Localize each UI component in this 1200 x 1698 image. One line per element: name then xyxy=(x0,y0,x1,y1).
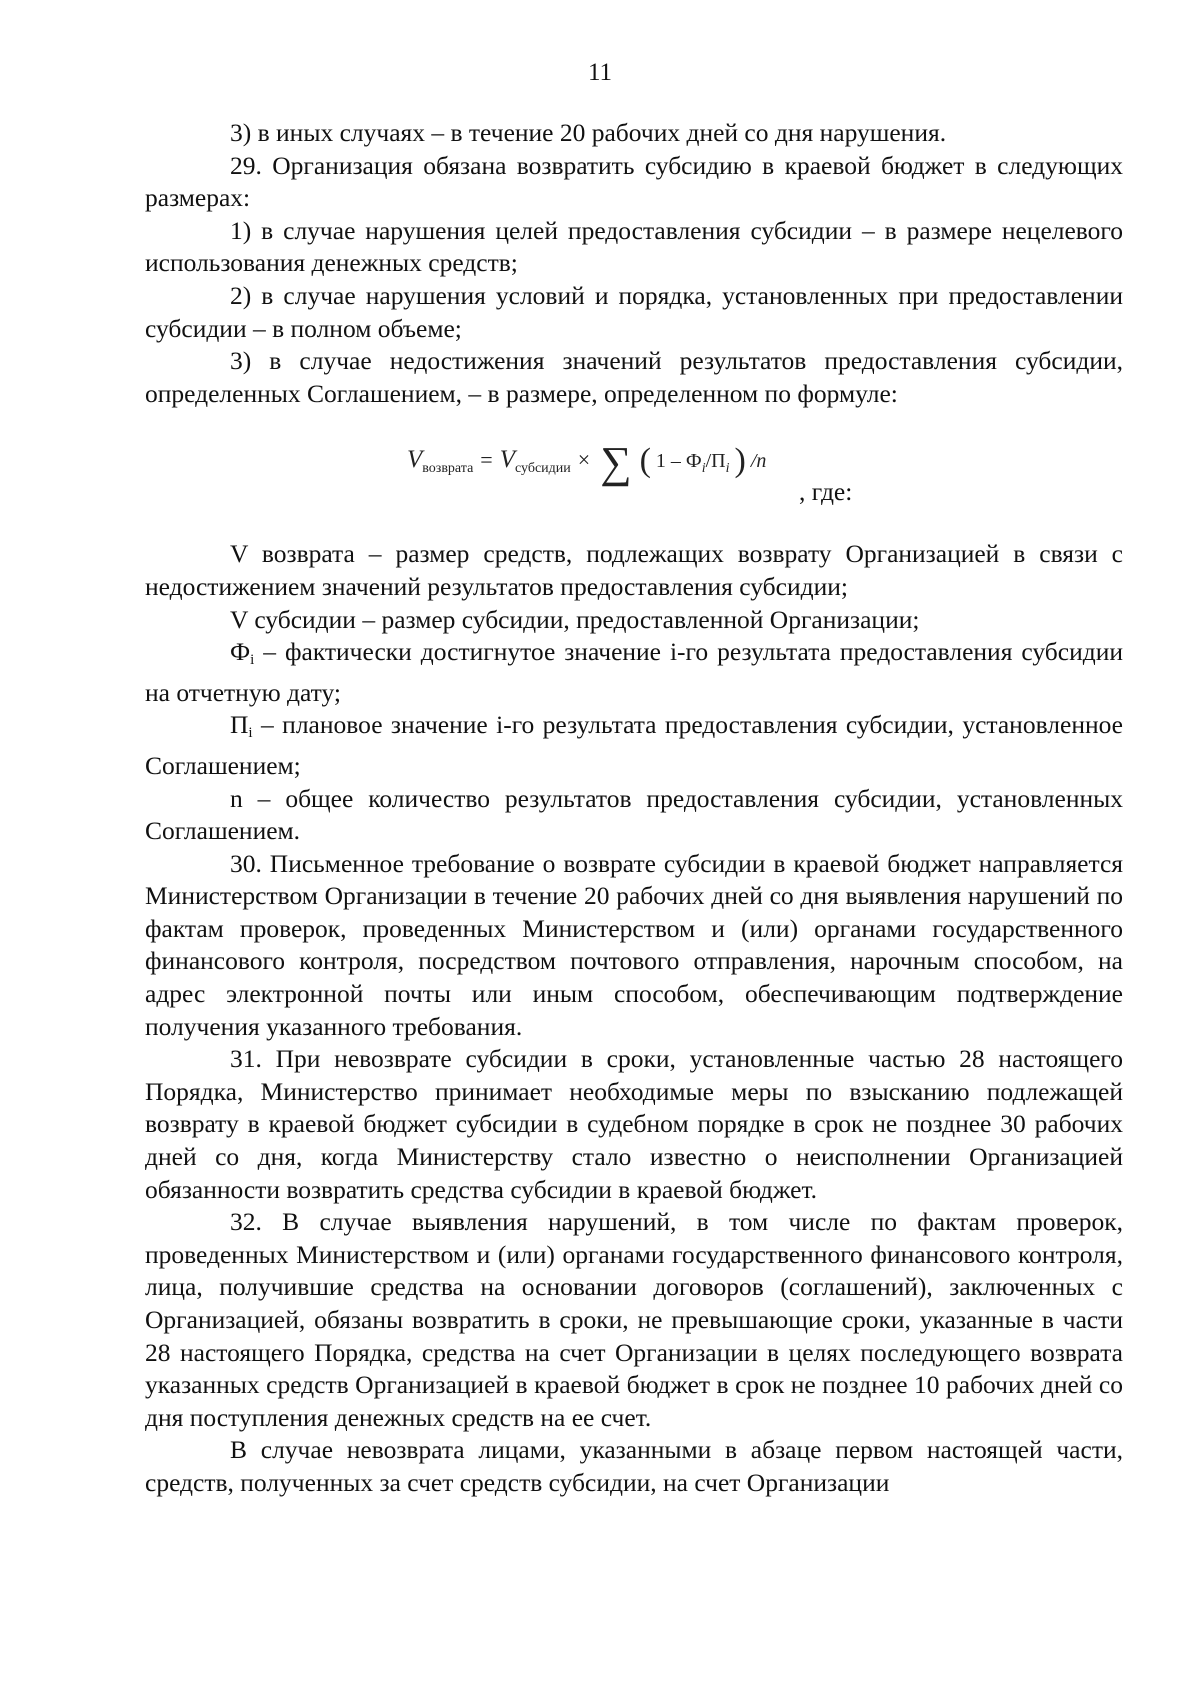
definition-p-i: Пi – плановое значение i-го результата предоставления субсидии, установленное Соглашением; xyxy=(145,710,1123,780)
formula-where: , где: xyxy=(799,477,853,507)
paragraph-29-1: 1) в случае нарушения целей предоставления субсидии – в размере нецелевого использования денежных средств; xyxy=(145,215,1123,278)
paragraph-29: 29. Организация обязана возвратить субсидию в краевой бюджет в следующих размерах: xyxy=(145,150,1123,213)
definition-v-subsidy: V субсидии – размер субсидии, предоставленной Организации; xyxy=(230,604,920,634)
paragraph-29-2: 2) в случае нарушения условий и порядка, установленных при предоставлении субсидии – в полном объеме; xyxy=(145,280,1123,343)
formula-block xyxy=(145,410,1123,538)
definition-n: n – общее количество результатов предоставления субсидии, установленных Соглашением. xyxy=(145,783,1123,846)
paragraph-30: 30. Письменное требование о возврате субсидии в краевой бюджет направляется Министерством Организации в течение 20 рабочих дней со дня выявления нарушений по фактам проверок, проведенных Министерством и (или) органами государственного финансового контроля, посредством почтового отправления, нарочным способом, на адрес электронной почты или иным способом, обеспечивающим подтверждение получения указанного требования. xyxy=(145,848,1123,1041)
paragraph-31: 31. При невозврате субсидии в сроки, установленные частью 28 настоящего Порядка, Министерство принимает необходимые меры по взысканию подлежащей возврату в краевой бюджет субсидии в судебном порядке в срок не позднее 30 рабочих дней со дня, когда Министерству стало известно о неисполнении Организацией обязанности возвратить средства субсидии в краевой бюджет. xyxy=(145,1044,1123,1204)
paragraph-32: 32. В случае выявления нарушений, в том числе по фактам проверок, проведенных Министерством и (или) органами государственного финансового контроля, лица, получившие средства на основании договоров (соглашений), заключенных с Организацией, обязаны возвратить в сроки, не превышающие сроки, указанные в части 28 настоящего Порядка, средства на счет Организации в целях последующего возврата указанных средств Организацией в краевой бюджет в срок не позднее 10 рабочих дней со дня поступления денежных средств на ее счет. xyxy=(145,1207,1123,1432)
refund-formula: $V_{возврата} = V_{субсидии}$ × ∑ ( $1 - Ф_i/П_i$ ) /n xyxy=(407,438,767,488)
paragraph-29-3: 3) в случае недостижения значений результатов предоставления субсидии, определенных Соглашением, – в размере, определенном по формуле: xyxy=(145,346,1123,408)
paragraph-28-3: 3) в иных случаях – в течение 20 рабочих дней со дня нарушения. xyxy=(230,118,947,147)
paragraph-32-part2: В случае невозврата лицами, указанными в абзаце первом настоящей части, средств, полученных за счет средств субсидии, на счет Организации xyxy=(145,1435,1123,1497)
definition-f-i: Фi – фактически достигнутое значение i-го результата предоставления субсидии на отчетную дату; xyxy=(145,637,1123,707)
definition-v-refund: V возврата – размер средств, подлежащих возврату Организацией в связи с недостижением значений результатов предоставления субсидии; xyxy=(145,539,1123,601)
page-number: 11 xyxy=(587,59,613,86)
document-body xyxy=(145,117,1123,1500)
